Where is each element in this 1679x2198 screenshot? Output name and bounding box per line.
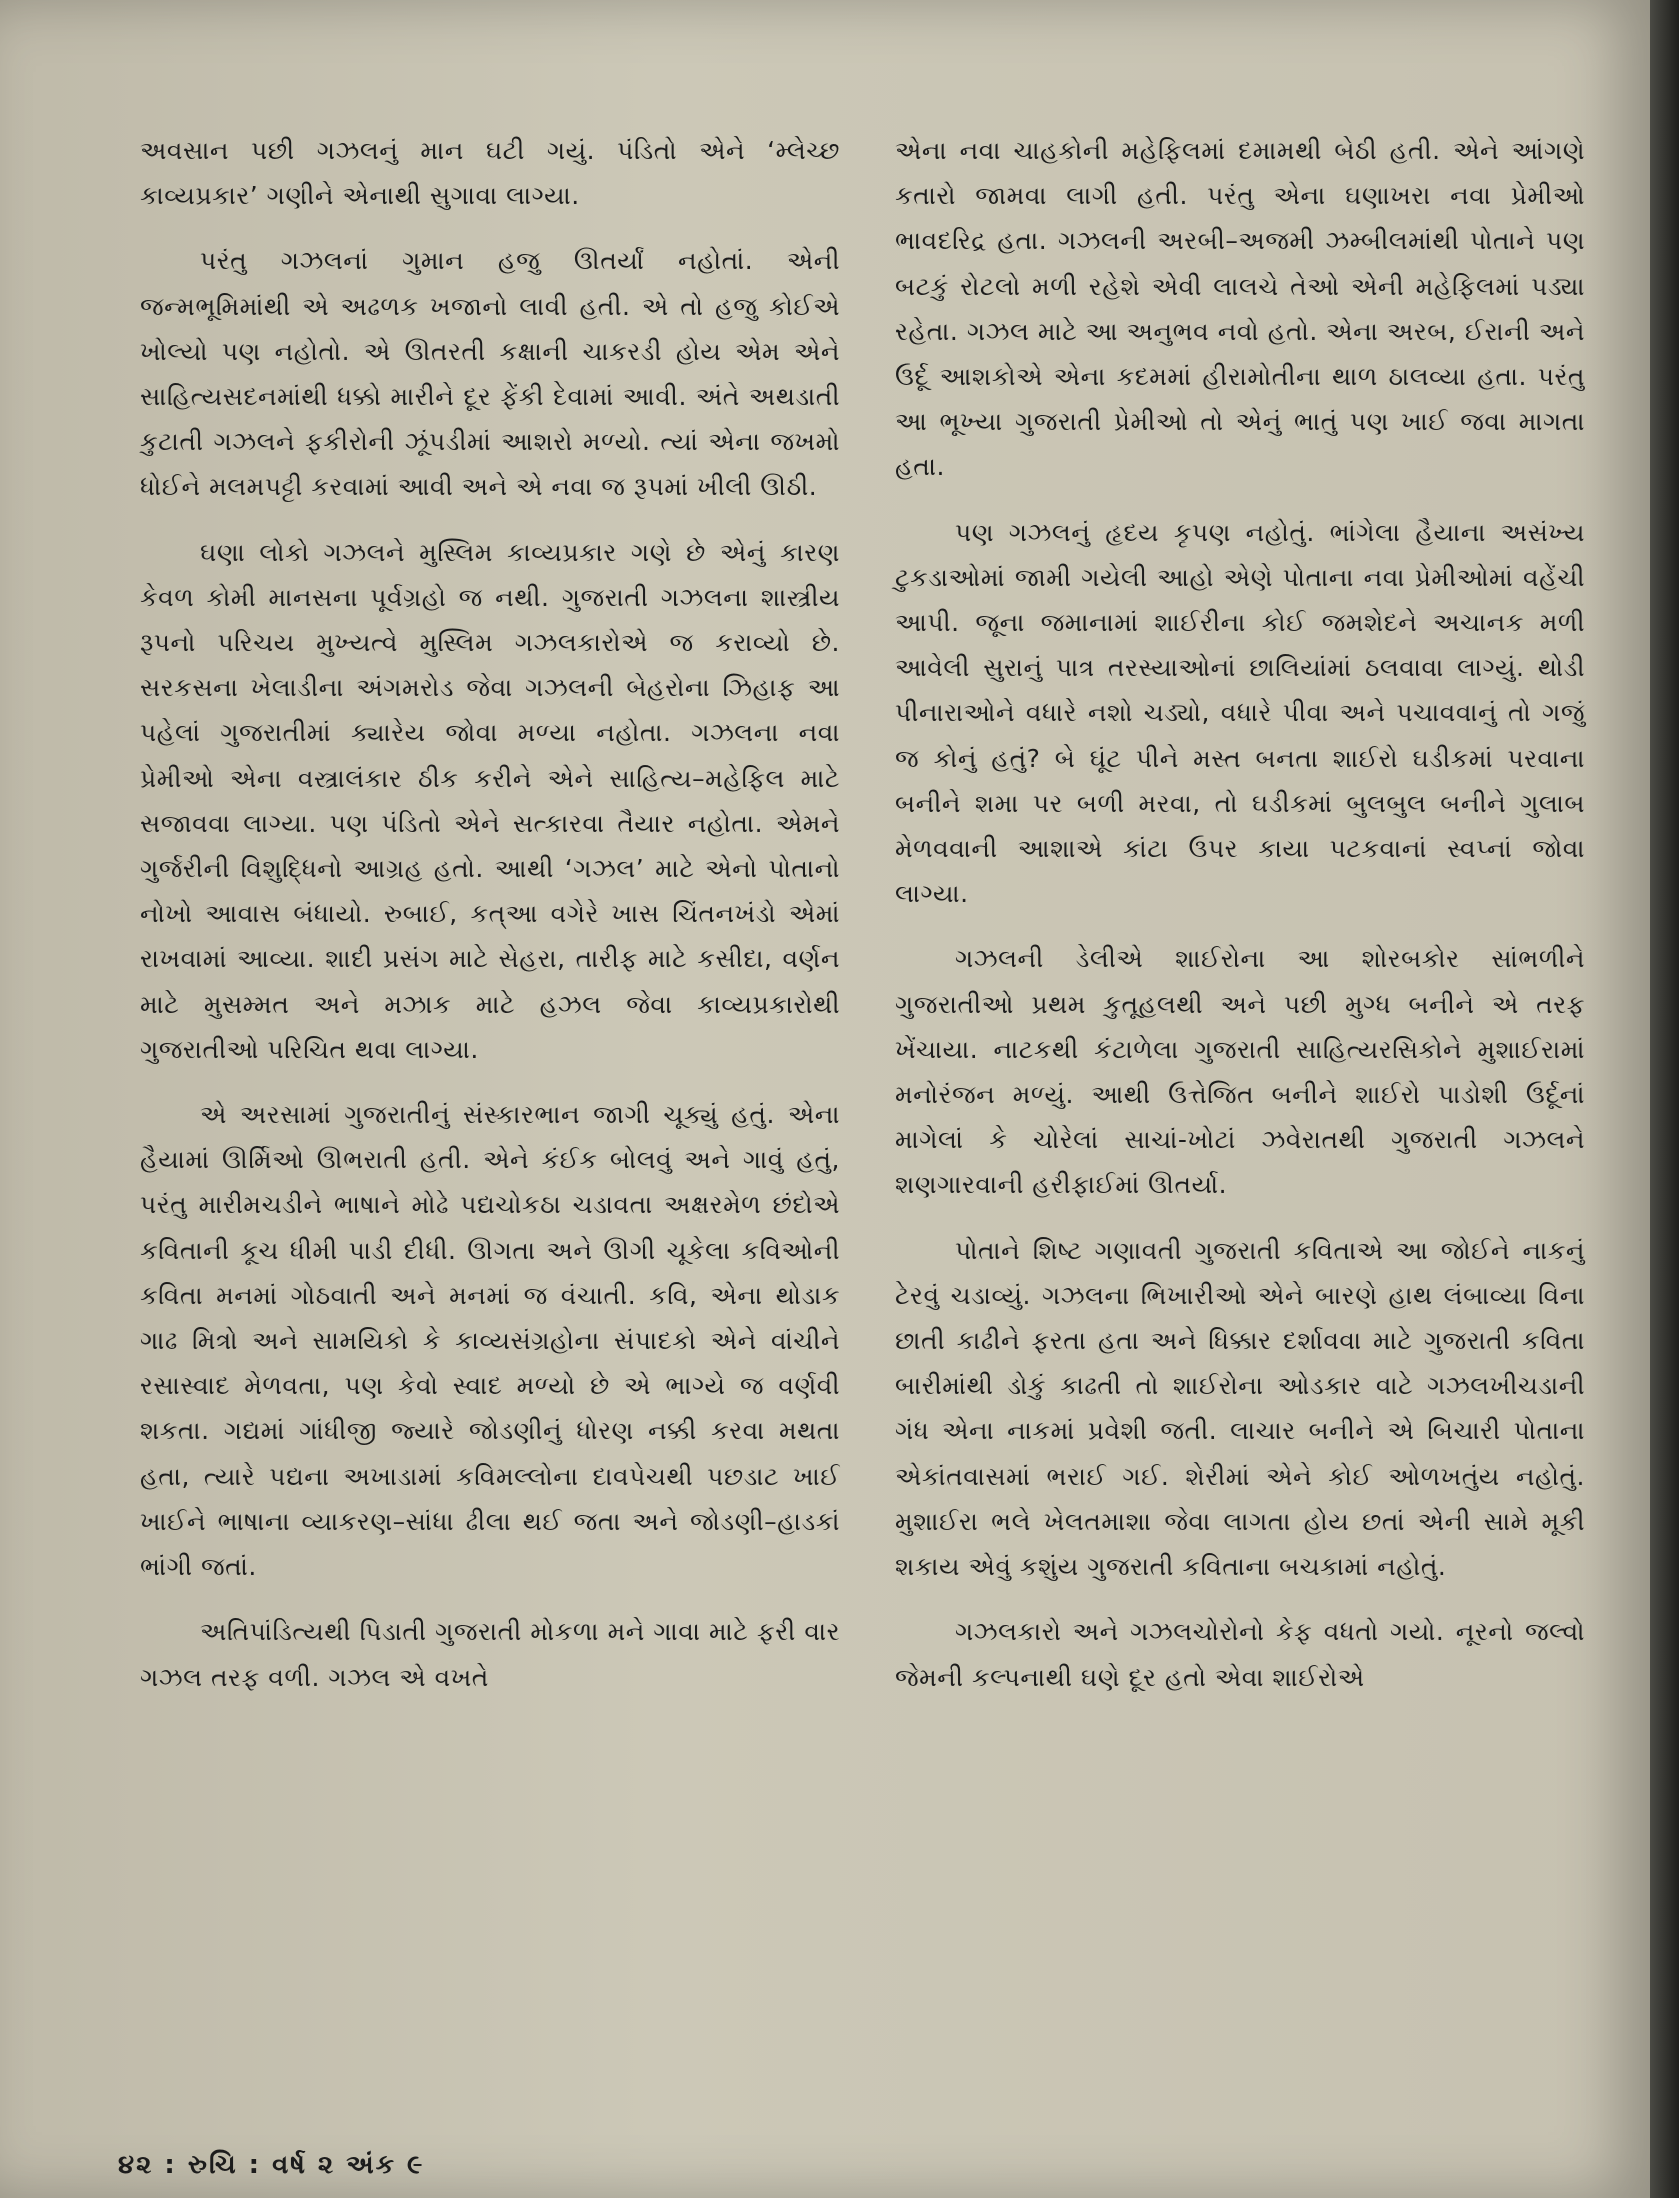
- paragraph: અતિપાંડિત્યથી પિડાતી ગુજરાતી મોકળા મને ગાવા માટે ફરી વાર ગઝલ તરફ વળી. ગઝલ એ વખતે: [140, 1617, 840, 1692]
- paragraph: એના નવા ચાહકોની મહેફિલમાં દમામથી બેઠી હતી. એને આંગણે કતારો જામવા લાગી હતી. પરંતુ એના ઘણાખરા નવા પ્રેમીઓ ભાવદરિદ્ર હતા. ગઝલની અરબી–અજમી ઝમ્બીલમાંથી પોતાને પણ બટકું રોટલો મળી રહેશે એવી લાલચે તેઓ એની મહેફિલમાં પડ્યા રહેતા. ગઝલ માટે આ અનુભવ નવો હતો. એના અરબ, ઈરાની અને ઉર્દૂ આશકોએ એના કદમમાં હીરામોતીના થાળ ઠાલવ્યા હતા. પરંતુ આ ભૂખ્યા ગુજરાતી પ્રેમીઓ તો એનું ભાતું પણ ખાઈ જવા માગતા હતા.: [895, 136, 1585, 482]
- paragraph: ઘણા લોકો ગઝલને મુસ્લિમ કાવ્યપ્રકાર ગણે છે એનું કારણ કેવળ કોમી માનસના પૂર્વગ્રહો જ નથી. ગુજરાતી ગઝલના શાસ્ત્રીય રૂપનો પરિચય મુખ્યત્વે મુસ્લિમ ગઝલકારોએ જ કરાવ્યો છે. સરકસના ખેલાડીના અંગમરોડ જેવા ગઝલની બેહરોના ઝિહાફ આ પહેલાં ગુજરાતીમાં ક્યારેય જોવા મળ્યા નહોતા. ગઝલના નવા પ્રેમીઓ એના વસ્ત્રાલંકાર ઠીક કરીને એને સાહિત્ય–મહેફિલ માટે સજાવવા લાગ્યા. પણ પંડિતો એને સત્કારવા તૈયાર નહોતા. એમને ગુર્જરીની વિશુદ્ધિનો આગ્રહ હતો. આથી ‘ગઝલ’ માટે એનો પોતાનો નોખો આવાસ બંધાયો. રુબાઈ, કત્આ વગેરે ખાસ ચિંતનખંડો એમાં રાખવામાં આવ્યા. શાદી પ્રસંગ માટે સેહરા, તારીફ માટે કસીદા, વર્ણન માટે મુસમ્મત અને મઝાક માટે હઝલ જેવા કાવ્યપ્રકારોથી ગુજરાતીઓ પરિચિત થવા લાગ્યા.: [140, 537, 840, 1064]
- paragraph: પોતાને શિષ્ટ ગણાવતી ગુજરાતી કવિતાએ આ જોઈને નાકનું ટેરવું ચડાવ્યું. ગઝલના ભિખારીઓ એને બારણે હાથ લંબાવ્યા વિના છાતી કાઢીને ફરતા હતા અને ધિક્કાર દર્શાવવા માટે ગુજરાતી કવિતા બારીમાંથી ડોકું કાઢતી તો શાઈરોના ઓડકાર વાટે ગઝલખીચડાની ગંધ એના નાકમાં પ્રવેશી જતી. લાચાર બનીને એ બિચારી પોતાના એકાંતવાસમાં ભરાઈ ગઈ. શેરીમાં એને કોઈ ઓળખતુંય નહોતું. મુશાઈરા ભલે ખેલતમાશા જેવા લાગતા હોય છતાં એની સામે મૂકી શકાય એવું કશુંય ગુજરાતી કવિતાના બચકામાં નહોતું.: [895, 1235, 1585, 1582]
- paragraph: ગઝલની ડેલીએ શાઈરોના આ શોરબકોર સાંભળીને ગુજરાતીઓ પ્રથમ કુતૂહલથી અને પછી મુગ્ધ બનીને એ તરફ ખેંચાયા. નાટકથી કંટાળેલા ગુજરાતી સાહિત્યરસિકોને મુશાઈરામાં મનોરંજન મળ્યું. આથી ઉત્તેજિત બનીને શાઈરો પાડોશી ઉર્દૂનાં માગેલાં કે ચોરેલાં સાચાં-ખોટાં ઝવેરાતથી ગુજરાતી ગઝલને શણગારવાની હરીફાઈમાં ઊતર્યા.: [895, 944, 1585, 1200]
- paragraph: ગઝલકારો અને ગઝલચોરોનો કેફ વધતો ગયો. નૂરનો જલ્વો જેમની કલ્પનાથી ઘણે દૂર હતો એવા શાઈરોએ: [895, 1617, 1585, 1692]
- left-text-column: [140, 128, 840, 1720]
- paragraph: એ અરસામાં ગુજરાતીનું સંસ્કારભાન જાગી ચૂક્યું હતું. એના હૈયામાં ઊર્મિઓ ઊભરાતી હતી. એને કંઈક બોલવું અને ગાવું હતું, પરંતુ મારીમચડીને ભાષાને મોઢે પદ્યચોકઠા ચડાવતા અક્ષરમેળ છંદોએ કવિતાની કૂચ ધીમી પાડી દીધી. ઊગતા અને ઊગી ચૂકેલા કવિઓની કવિતા મનમાં ગોઠવાતી અને મનમાં જ વંચાતી. કવિ, એના થોડાક ગાઢ મિત્રો અને સામયિકો કે કાવ્યસંગ્રહોના સંપાદકો એને વાંચીને રસાસ્વાદ મેળવતા, પણ કેવો સ્વાદ મળ્યો છે એ ભાગ્યે જ વર્ણવી શકતા. ગદ્યમાં ગાંધીજી જ્યારે જોડણીનું ધોરણ નક્કી કરવા મથતા હતા, ત્યારે પદ્યના અખાડામાં કવિમલ્લોના દાવપેચથી પછડાટ ખાઈ ખાઈને ભાષાના વ્યાકરણ–સાંધા ઢીલા થઈ જતા અને જોડણી–હાડકાં ભાંગી જતાં.: [140, 1100, 840, 1582]
- page-footer: ૪૨ : રુચિ : વર્ષ ૨ અંક ૯: [118, 2150, 425, 2180]
- paragraph: અવસાન પછી ગઝલનું માન ઘટી ગયું. પંડિતો એને ‘મ્લેચ્છ કાવ્યપ્રકાર’ ગણીને એનાથી સુગાવા લાગ્યા.: [140, 136, 840, 211]
- right-text-column: [895, 128, 1585, 1720]
- paragraph: પણ ગઝલનું હૃદય કૃપણ નહોતું. ભાંગેલા હૈયાના અસંખ્ય ટુકડાઓમાં જામી ગયેલી આહો એણે પોતાના નવા પ્રેમીઓમાં વહેંચી આપી. જૂના જમાનામાં શાઈરીના કોઈ જમશેદને અચાનક મળી આવેલી સુરાનું પાત્ર તરસ્યાઓનાં છાલિયાંમાં ઠલવાવા લાગ્યું. થોડી પીનારાઓને વધારે નશો ચડ્યો, વધારે પીવા અને પચાવવાનું તો ગજું જ કોનું હતું? બે ઘૂંટ પીને મસ્ત બનતા શાઈરો ઘડીકમાં પરવાના બનીને શમા પર બળી મરવા, તો ઘડીકમાં બુલબુલ બનીને ગુલાબ મેળવવાની આશાએ કાંટા ઉપર કાયા પટકવાનાં સ્વપ્નાં જોવા લાગ્યા.: [895, 517, 1585, 909]
- paragraph: પરંતુ ગઝલનાં ગુમાન હજુ ઊતર્યાં નહોતાં. એની જન્મભૂમિમાંથી એ અઢળક ખજાનો લાવી હતી. એ તો હજુ કોઈએ ખોલ્યો પણ નહોતો. એ ઊતરતી કક્ષાની ચાકરડી હોય એમ એને સાહિત્યસદનમાંથી ધક્કો મારીને દૂર ફેંકી દેવામાં આવી. અંતે અથડાતી કુટાતી ગઝલને ફકીરોની ઝૂંપડીમાં આશરો મળ્યો. ત્યાં એના જખમો ધોઈને મલમપટ્ટી કરવામાં આવી અને એ નવા જ રૂપમાં ખીલી ઊઠી.: [140, 246, 840, 502]
- page-edge-shadow: [1650, 0, 1679, 2198]
